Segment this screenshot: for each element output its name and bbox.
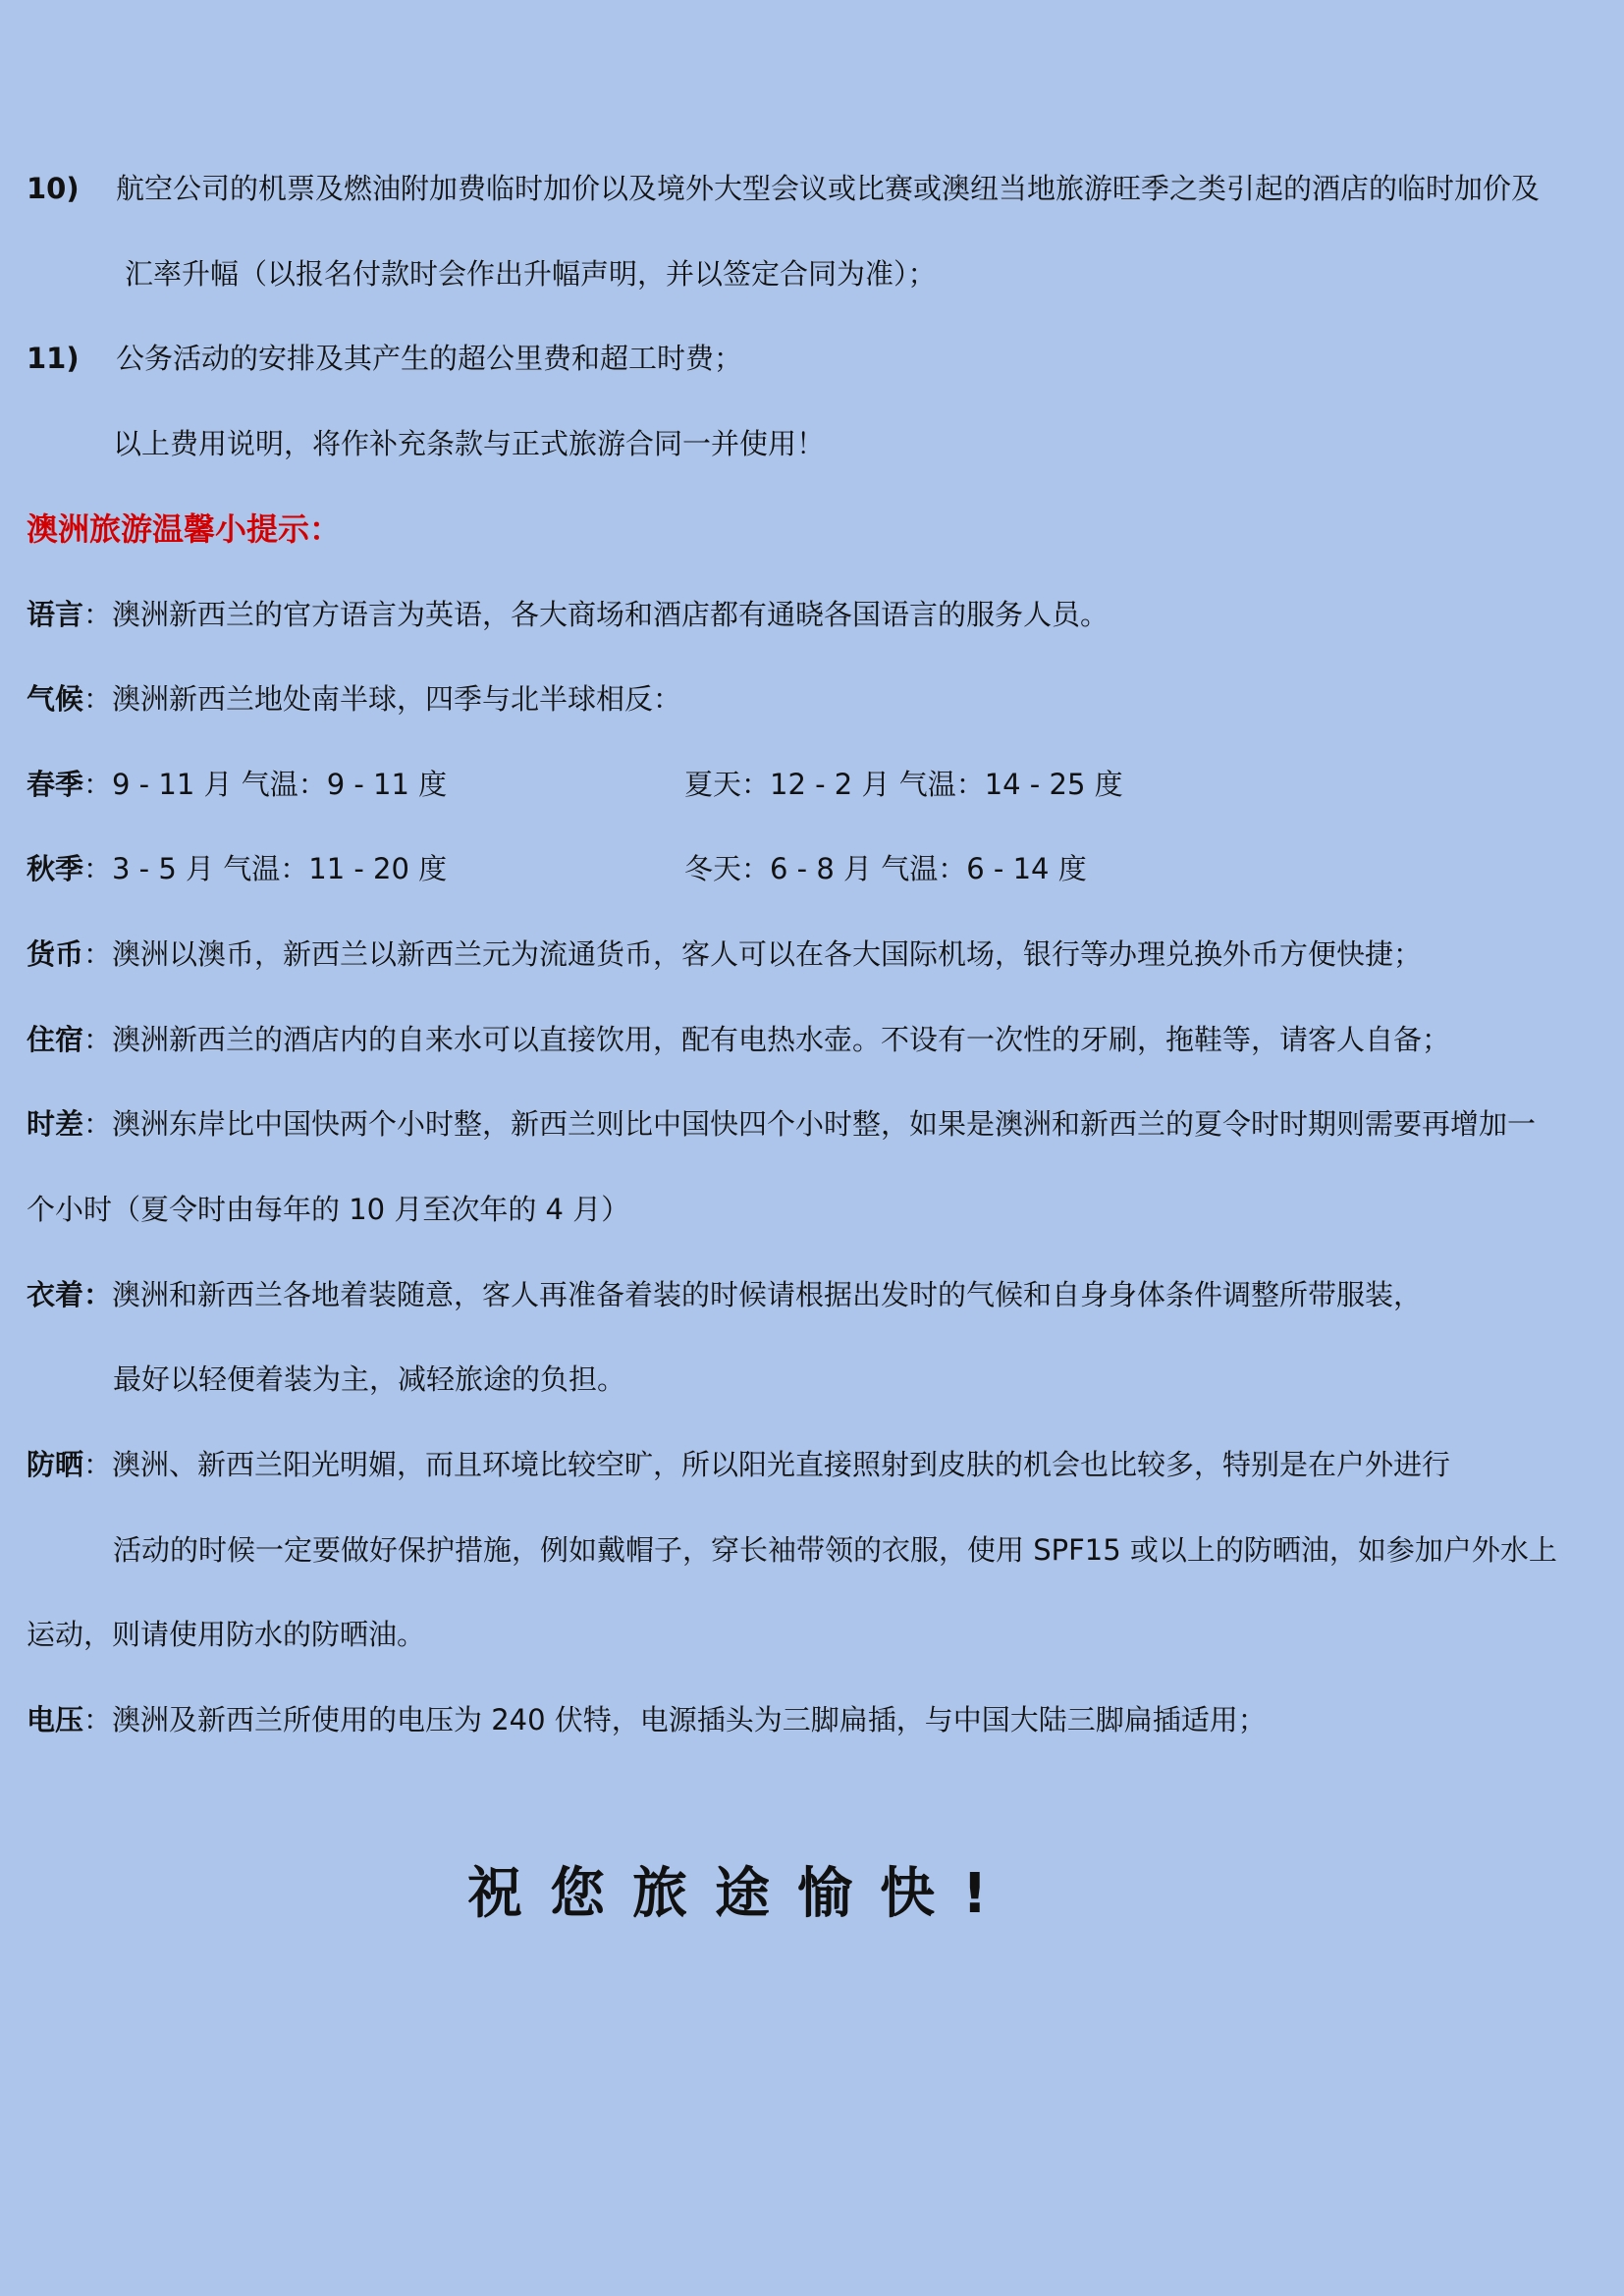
tip-sunscreen-cont1: 活动的时候一定要做好保护措施，例如戴帽子，穿长袖带领的衣服，使用 SPF15 或以上的防晒油，如参加户外水上	[113, 1533, 1557, 1567]
tip-timezone-cont: 个小时（夏令时由每年的 10 月至次年的 4 月）	[27, 1193, 630, 1226]
tip-sunscreen	[27, 1445, 1450, 1484]
tip-key: 气候	[27, 682, 84, 716]
tip-key: 衣着：	[27, 1278, 113, 1311]
item-number: 10)	[27, 172, 80, 205]
tip-key: 时差	[27, 1107, 84, 1141]
tip-key: 语言	[27, 598, 84, 631]
fee-note: 以上费用说明，将作补充条款与正式旅游合同一并使用！	[113, 427, 826, 460]
tip-key: 住宿	[27, 1023, 84, 1056]
tip-clothing	[27, 1275, 1422, 1314]
season-summer: 夏天：12 - 2 月 气温：14 - 25 度	[684, 768, 1123, 801]
tip-voltage	[27, 1700, 1267, 1739]
tip-text: ：3 - 5 月 气温：11 - 20 度	[83, 852, 448, 885]
tip-currency	[27, 934, 1422, 974]
fee-item-10-line2: 汇率升幅（以报名付款时会作出升幅声明，并以签定合同为准）；	[125, 257, 937, 291]
tip-key: 货币	[27, 937, 84, 971]
tip-text: ：澳洲、新西兰阳光明媚，而且环境比较空旷，所以阳光直接照射到皮肤的机会也比较多，特别是在户外进行	[83, 1448, 1451, 1481]
tip-key: 秋季	[27, 852, 84, 885]
tip-key: 电压	[27, 1703, 84, 1736]
tips-heading: 澳洲旅游温馨小提示：	[27, 510, 342, 548]
tip-lodging	[27, 1020, 1450, 1059]
tip-climate	[27, 679, 681, 719]
tip-timezone	[27, 1104, 1536, 1144]
tip-text: ：澳洲及新西兰所使用的电压为 240 伏特，电源插头为三脚扁插，与中国大陆三脚扁插适用；	[83, 1703, 1267, 1736]
tip-key: 防晒	[27, 1448, 84, 1481]
tip-text: ：澳洲新西兰地处南半球，四季与北半球相反：	[83, 682, 682, 716]
tip-language	[27, 595, 1109, 634]
item-number: 11)	[27, 342, 80, 375]
season-winter: 冬天：6 - 8 月 气温：6 - 14 度	[684, 852, 1087, 885]
tip-text: ：澳洲以澳币，新西兰以新西兰元为流通货币，客人可以在各大国际机场，银行等办理兑换外币方便快捷；	[83, 937, 1423, 971]
tip-text: ：澳洲新西兰的酒店内的自来水可以直接饮用，配有电热水壶。不设有一次性的牙刷，拖鞋等，请客人自备；	[83, 1023, 1451, 1056]
tip-text: ：9 - 11 月 气温：9 - 11 度	[83, 768, 448, 801]
fee-item-11-line1: 公务活动的安排及其产生的超公里费和超工时费；	[116, 342, 743, 375]
closing-greeting: 祝您旅途愉快!	[467, 1862, 1015, 1926]
tip-text: 澳洲和新西兰各地着装随意，客人再准备着装的时候请根据出发时的气候和自身身体条件调整所带服装，	[112, 1278, 1423, 1311]
season-spring	[27, 765, 447, 804]
tip-text: ：澳洲新西兰的官方语言为英语，各大商场和酒店都有通晓各国语言的服务人员。	[83, 598, 1110, 631]
tip-key: 春季	[27, 768, 84, 801]
tip-text: ：澳洲东岸比中国快两个小时整，新西兰则比中国快四个小时整，如果是澳洲和新西兰的夏令时时期则需要再增加一	[83, 1107, 1537, 1141]
tip-sunscreen-cont2: 运动，则请使用防水的防晒油。	[27, 1618, 426, 1651]
season-autumn	[27, 849, 447, 888]
tip-clothing-cont: 最好以轻便着装为主，减轻旅途的负担。	[113, 1362, 626, 1396]
fee-item-10-line1: 航空公司的机票及燃油附加费临时加价以及境外大型会议或比赛或澳纽当地旅游旺季之类引起的酒店的临时加价及	[116, 172, 1541, 205]
